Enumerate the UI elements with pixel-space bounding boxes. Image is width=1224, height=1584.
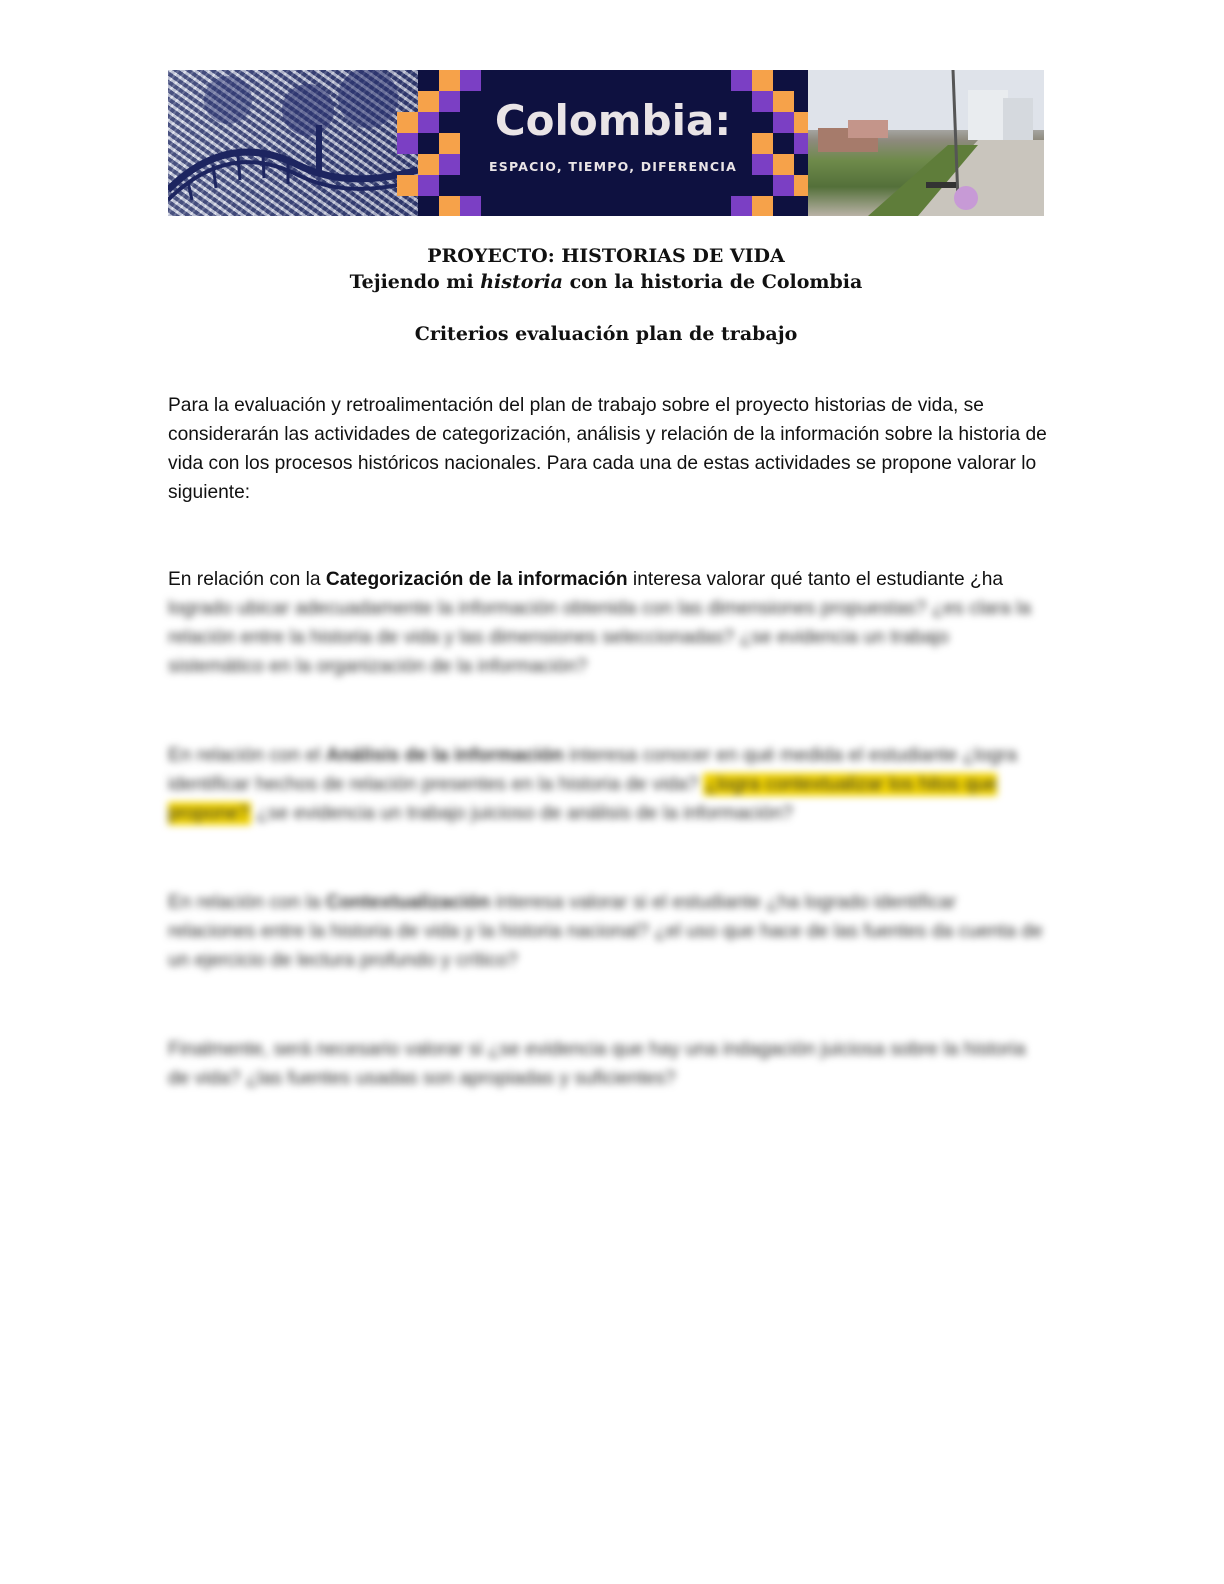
city-street-photo xyxy=(808,70,1044,216)
header-banner xyxy=(168,70,1044,216)
banner-subtitle: ESPACIO, TIEMPO, DIFERENCIA xyxy=(489,159,737,174)
blurred-paragraph-analysis: En relación con el Análisis de la información interesa conocer en qué medida el estudiante ¿logra identificar hechos de relación presentes en la historia de vida? ¿logra contextualizar los hitos que propone? ¿se evidencia un trabajo juicioso de análisis de la información? xyxy=(168,745,1017,824)
pixel-pattern-right xyxy=(731,70,815,216)
criteria-heading: Criterios evaluación plan de trabajo xyxy=(414,323,798,345)
engraving-illustration xyxy=(168,70,418,216)
intro-paragraph: Para la evaluación y retroalimentación del plan de trabajo sobre el proyecto historias de vida, se considerarán las actividades de categorización, análisis y relación de la información sobre la historia de vida con los procesos históricos nacionales. Para cada una de estas actividades se propone valorar lo siguiente: xyxy=(168,395,1047,503)
blurred-paragraph-final: Finalmente, será necesario valorar si ¿se evidencia que hay una indagación juiciosa sobre la historia de vida? ¿las fuentes usadas son apropiadas y suficientes? xyxy=(168,1039,1026,1089)
banner-title: Colombia: xyxy=(494,96,732,145)
pixel-pattern-left xyxy=(397,70,481,216)
project-title: PROYECTO: HISTORIAS DE VIDA xyxy=(427,245,785,267)
categorization-paragraph: En relación con la Categorización de la información interesa valorar qué tanto el estudiante ¿ha xyxy=(168,569,1004,590)
blurred-paragraph-categorization: logrado ubicar adecuadamente la información obtenida con las dimensiones propuestas? ¿es clara la relación entre la historia de vida y las dimensiones seleccionadas? ¿se evidencia un trabajo sistemático en la organización de la información? xyxy=(168,598,1031,677)
project-subtitle: Tejiendo mi historia con la historia de Colombia xyxy=(349,271,863,293)
highlighted-text: ¿logra contextualizar los hitos que propone? xyxy=(168,774,997,824)
blurred-paragraph-context: En relación con la Contextualización interesa valorar si el estudiante ¿ha logrado identificar relaciones entre la historia de vida y la historia nacional? ¿el uso que hace de las fuentes da cuenta de un ejercicio de lectura profundo y crítico? xyxy=(168,892,1043,971)
